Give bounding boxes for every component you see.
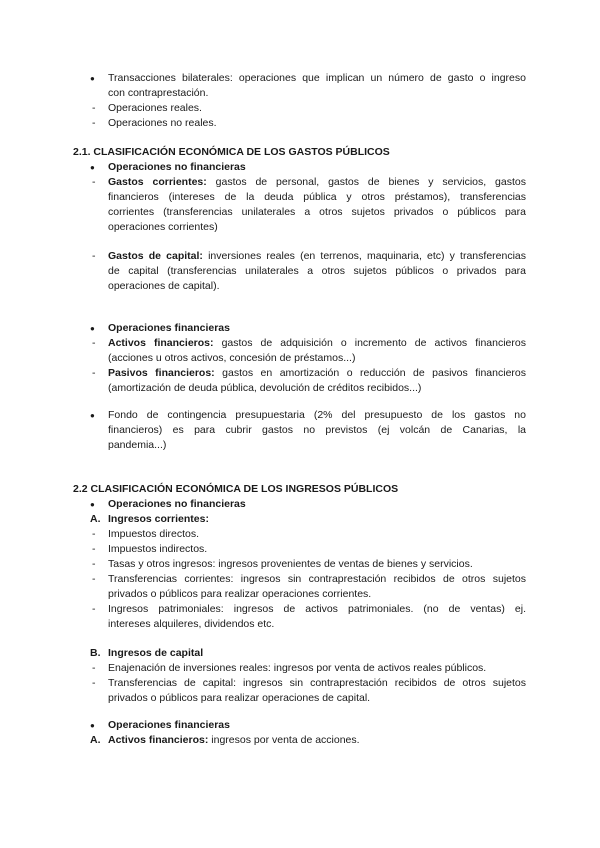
capital-item: Enajenación de inversiones reales: ingresos por venta de activos reales públicos. bbox=[108, 662, 487, 674]
dash-icon: - bbox=[92, 528, 96, 540]
ingresos-capital-label: Ingresos de capital bbox=[108, 647, 204, 659]
ingresos-item: Tasas y otros ingresos: ingresos provenientes de ventas de bienes y servicios. bbox=[108, 558, 473, 570]
section-heading-ingresos: 2.2 CLASIFICACIÓN ECONÓMICA DE LOS INGRESOS PÚBLICOS bbox=[73, 483, 399, 495]
bullet-icon: ● bbox=[90, 74, 95, 83]
intro-item: Operaciones reales. bbox=[108, 102, 202, 114]
dash-icon: - bbox=[92, 367, 96, 379]
dash-icon: - bbox=[92, 603, 96, 615]
bullet-icon: ● bbox=[90, 721, 95, 730]
ingresos-corrientes-label: Ingresos corrientes: bbox=[108, 513, 209, 525]
ingresos-nonfin-label: Operaciones no financieras bbox=[108, 498, 246, 510]
dash-icon: - bbox=[92, 250, 96, 262]
gastos-corrientes-line1: Gastos corrientes: gastos de personal, gastos de bienes y servicios, gastos bbox=[108, 176, 526, 188]
fin-label: Operaciones financieras bbox=[108, 322, 230, 334]
capital-item-cont: privados o públicos para realizar operaciones de capital. bbox=[108, 692, 371, 704]
ingresos-item: Impuestos indirectos. bbox=[108, 543, 208, 555]
list-letter-b: B. bbox=[90, 647, 101, 659]
gastos-corrientes-line3: corrientes (transferencias unilaterales a otros sujetos privados o públicos para bbox=[108, 206, 526, 218]
activos-financieros-ingresos: Activos financieros: ingresos por venta de acciones. bbox=[108, 734, 360, 746]
dash-icon: - bbox=[92, 176, 96, 188]
dash-icon: - bbox=[92, 543, 96, 555]
bullet-icon: ● bbox=[90, 411, 95, 420]
pasivos-line2: (amortización de deuda pública, devolución de créditos recibidos...) bbox=[108, 382, 422, 394]
gastos-capital-line3: operaciones de capital). bbox=[108, 280, 220, 292]
list-letter-a: A. bbox=[90, 513, 101, 525]
ingresos-item: Impuestos directos. bbox=[108, 528, 200, 540]
dash-icon: - bbox=[92, 677, 96, 689]
nonfin-label: Operaciones no financieras bbox=[108, 161, 246, 173]
gastos-corrientes-line4: operaciones corrientes) bbox=[108, 221, 218, 233]
bullet-icon: ● bbox=[90, 163, 95, 172]
dash-icon: - bbox=[92, 573, 96, 585]
ingresos-item: Ingresos patrimoniales: ingresos de activos patrimoniales. (no de ventas) ej. bbox=[108, 603, 526, 615]
dash-icon: - bbox=[92, 662, 96, 674]
ingresos-item-cont: intereses alquileres, dividendos etc. bbox=[108, 618, 275, 630]
fondo-line1: Fondo de contingencia presupuestaria (2% del presupuesto de los gastos no bbox=[108, 409, 526, 421]
gastos-capital-line1: Gastos de capital: inversiones reales (en terrenos, maquinaria, etc) y transferencias bbox=[108, 250, 527, 262]
bullet-icon: ● bbox=[90, 500, 95, 509]
dash-icon: - bbox=[92, 337, 96, 349]
intro-bullet-text: Transacciones bilaterales: operaciones que implican un número de gasto o ingreso bbox=[108, 72, 526, 84]
list-letter-a: A. bbox=[90, 734, 101, 746]
ingresos-item: Transferencias corrientes: ingresos sin contraprestación recibidos de otros sujetos bbox=[108, 573, 526, 585]
section-heading-gastos: 2.1. CLASIFICACIÓN ECONÓMICA DE LOS GASTOS PÚBLICOS bbox=[73, 146, 390, 158]
bullet-icon: ● bbox=[90, 324, 95, 333]
ingresos-fin-label: Operaciones financieras bbox=[108, 719, 230, 731]
activos-line1: Activos financieros: gastos de adquisición o incremento de activos financieros bbox=[108, 337, 526, 349]
dash-icon: - bbox=[92, 102, 96, 114]
activos-line2: (acciones u otros activos, concesión de préstamos...) bbox=[108, 352, 356, 364]
fondo-line3: pandemia...) bbox=[108, 439, 167, 451]
intro-item: Operaciones no reales. bbox=[108, 117, 217, 129]
gastos-capital-line2: de capital (transferencias unilaterales a otros sujetos públicos o privados para bbox=[108, 265, 526, 277]
ingresos-item-cont: privados o públicos para realizar operaciones corrientes. bbox=[108, 588, 372, 600]
fondo-line2: financieros) es para cubrir gastos no previstos (ej volcán de Canarias, la bbox=[108, 424, 526, 436]
dash-icon: - bbox=[92, 117, 96, 129]
gastos-corrientes-line2: financieros (intereses de la deuda pública y otros préstamos), transferencias bbox=[108, 191, 526, 203]
intro-bullet-text-cont: con contraprestación. bbox=[108, 87, 209, 99]
dash-icon: - bbox=[92, 558, 96, 570]
pasivos-line1: Pasivos financieros: gastos en amortización o reducción de pasivos financieros bbox=[108, 367, 526, 379]
capital-item: Transferencias de capital: ingresos sin contraprestación recibidos de otros sujetos bbox=[108, 677, 526, 689]
